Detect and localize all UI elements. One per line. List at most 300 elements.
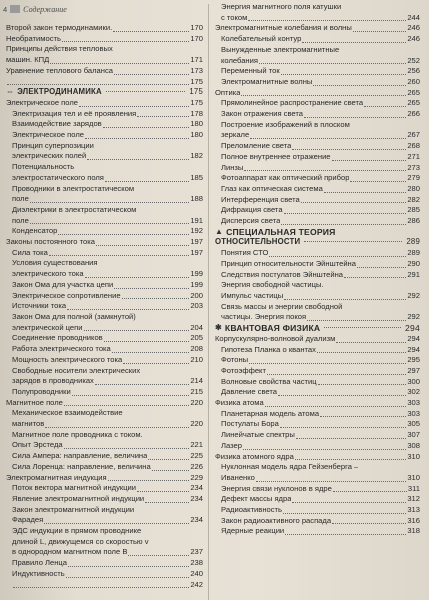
leader-dots — [265, 406, 407, 407]
page-ref: 279 — [407, 173, 420, 183]
page-ref: 191 — [190, 215, 203, 225]
leader-dots — [332, 160, 407, 161]
entry-title: Следствия постулатов Эйнштейна — [221, 269, 344, 279]
leader-dots — [103, 127, 190, 128]
toc-entry[interactable] — [215, 473, 420, 484]
leader-dots — [302, 42, 406, 43]
page-ref: 318 — [407, 526, 420, 536]
toc-entry[interactable] — [215, 13, 420, 24]
entry-title: Преломление света — [221, 141, 292, 151]
page-ref: 204 — [190, 322, 203, 332]
leader-dots — [241, 95, 406, 96]
entry-title: Постулаты Бора — [221, 419, 279, 429]
entry-title: Нуклонная модель ядра Гейзенберга – — [221, 462, 359, 472]
entry-title: Электромагнитная индукция — [6, 472, 107, 482]
page-ref: 285 — [407, 205, 420, 215]
page-ref: 316 — [407, 515, 420, 525]
toc-entry[interactable] — [215, 88, 420, 99]
leader-dots — [324, 192, 406, 193]
entry-title: Закон электромагнитной индукции — [12, 504, 135, 514]
entry-title: Сила тока — [12, 247, 48, 257]
leader-dots — [62, 41, 189, 42]
leader-dots — [84, 330, 190, 331]
leader-dots — [333, 491, 407, 492]
page-ref: 260 — [407, 76, 420, 86]
toc-entry[interactable] — [6, 130, 203, 141]
entry-title: Электрическое поле — [6, 97, 78, 107]
toc-entry-line[interactable] — [6, 366, 203, 377]
page-ref: 302 — [407, 387, 420, 397]
entry-title: Дефект массы ядра — [221, 494, 292, 504]
toc-entry[interactable] — [6, 119, 203, 130]
leader-dots — [67, 309, 189, 310]
entry-title: магнитов — [12, 419, 45, 429]
page-ref: 310 — [407, 451, 420, 461]
entry-title: Опыт Эрстеда — [12, 440, 63, 450]
leader-dots — [13, 587, 189, 588]
entry-title: Закон радиоактивного распада — [221, 515, 332, 525]
toc-entry[interactable] — [215, 98, 420, 109]
entry-title: Конденсатор — [12, 226, 58, 236]
page-ref: 256 — [407, 66, 420, 76]
toc-entry[interactable] — [215, 184, 420, 195]
page-ref: 267 — [407, 130, 420, 140]
toc-entry[interactable] — [6, 387, 203, 398]
leader-dots — [85, 277, 190, 278]
toc-entry[interactable] — [215, 141, 420, 152]
page-ref: 295 — [407, 355, 420, 365]
entry-title: Сила Ампера: направление, величина — [12, 451, 148, 461]
page-ref: 305 — [407, 419, 420, 429]
toc-entry-line[interactable] — [215, 302, 420, 313]
page-ref: 246 — [407, 34, 420, 44]
entry-title: Полное внутреннее отражение — [221, 151, 331, 161]
section-title: ЭЛЕКТРОДИНАМИКА — [17, 87, 102, 97]
section-title: ОТНОСИТЕЛЬНОСТИ — [215, 237, 301, 247]
page-ref: 300 — [407, 376, 420, 386]
toc-entry-line[interactable] — [6, 537, 203, 548]
page-ref: 192 — [190, 226, 203, 236]
toc-entry[interactable] — [6, 173, 203, 184]
toc-entry[interactable] — [215, 409, 420, 420]
page-ref: 225 — [190, 451, 203, 461]
toc-entry[interactable] — [6, 344, 203, 355]
page-ref: 188 — [190, 194, 203, 204]
entry-title: с током — [221, 12, 248, 22]
toc-entry-line[interactable] — [6, 526, 203, 537]
toc-entry-line[interactable] — [6, 44, 203, 55]
leader-dots — [353, 31, 406, 32]
page-ref: 271 — [407, 151, 420, 161]
leader-dots — [296, 438, 406, 439]
toc-entry[interactable] — [6, 98, 203, 109]
leader-dots — [106, 91, 186, 92]
entry-title: Проводники в электростатическом — [12, 183, 135, 193]
leader-dots — [332, 523, 406, 524]
leader-dots — [104, 341, 190, 342]
toc-entry[interactable] — [215, 291, 420, 302]
entry-title: Правило Ленца — [12, 558, 68, 568]
entry-title: Индуктивность — [12, 568, 65, 578]
leader-dots — [50, 63, 189, 64]
leader-dots — [281, 224, 406, 225]
toc-entry[interactable] — [6, 473, 203, 484]
entry-title: Построение изображений в плоском — [221, 119, 350, 129]
section-title: КВАНТОВАЯ ФИЗИКА — [224, 323, 321, 334]
leader-dots — [128, 555, 189, 556]
entry-title: Гипотеза Планка о квантах — [221, 344, 316, 354]
page-ref: 266 — [407, 109, 420, 119]
page-title: Содержание — [23, 4, 67, 14]
toc-entry[interactable] — [6, 194, 203, 205]
leader-dots — [256, 481, 406, 482]
toc-right-column — [215, 2, 420, 598]
toc-entry[interactable] — [215, 56, 420, 67]
page-ref: 289 — [406, 237, 420, 247]
page-ref: 312 — [407, 494, 420, 504]
page-ref: 200 — [190, 290, 203, 300]
page-ref: 234 — [190, 515, 203, 525]
entry-title: Давление света — [221, 387, 277, 397]
toc-entry[interactable] — [215, 195, 420, 206]
toc-entry[interactable] — [6, 558, 203, 569]
page-ref: 220 — [190, 419, 203, 429]
entry-title: Дифракция света — [221, 205, 283, 215]
page-ref: 294 — [405, 323, 420, 334]
leader-dots — [307, 320, 406, 321]
leader-dots — [249, 363, 406, 364]
toc-entry[interactable] — [215, 441, 420, 452]
entry-title: Принцип относительности Эйнштейна — [221, 258, 356, 268]
toc-entry[interactable] — [6, 248, 203, 259]
leader-dots — [336, 342, 406, 343]
page-ref: 203 — [190, 301, 203, 311]
leader-dots — [344, 277, 406, 278]
entry-title: Соединение проводников — [12, 333, 103, 343]
entry-title: Физика атомного ядра — [215, 451, 294, 461]
toc-entry[interactable] — [215, 377, 420, 388]
toc-entry[interactable] — [215, 430, 420, 441]
leader-dots — [301, 202, 407, 203]
leader-dots — [267, 374, 406, 375]
page-ref: 182 — [190, 151, 203, 161]
entry-title: Сила Лоренца: направление, величина — [12, 461, 151, 471]
toc-entry-line[interactable] — [215, 462, 420, 473]
page-ref: 273 — [407, 162, 420, 172]
toc-entry-line[interactable] — [215, 45, 420, 56]
toc-section-heading[interactable] — [6, 87, 203, 98]
toc-entry-line[interactable] — [6, 141, 203, 152]
toc-entry[interactable] — [6, 280, 203, 291]
leader-dots — [72, 395, 190, 396]
toc-entry-line[interactable] — [6, 408, 203, 419]
toc-entry[interactable] — [215, 366, 420, 377]
toc-entry[interactable] — [6, 547, 203, 558]
toc-entry-line[interactable] — [215, 2, 420, 13]
entry-title: Планетарная модель атома — [221, 408, 320, 418]
leader-dots — [145, 502, 189, 503]
toc-entry[interactable] — [6, 569, 203, 580]
leader-dots — [281, 74, 407, 75]
page-ref: 170 — [190, 33, 203, 43]
entry-title: зарядов в проводниках — [12, 376, 94, 386]
entry-title: Волновые свойства частиц — [221, 376, 317, 386]
toc-entry[interactable] — [215, 77, 420, 88]
entry-title: Мощность электрического тока — [12, 354, 123, 364]
page-ref: 175 — [190, 76, 203, 86]
toc-entry[interactable] — [215, 334, 420, 345]
toc-entry[interactable] — [215, 34, 420, 45]
entry-title: Взаимодействие зарядов — [12, 119, 102, 129]
toc-entry[interactable] — [215, 387, 420, 398]
page-ref: 242 — [190, 579, 203, 589]
page-ref: 175 — [189, 87, 203, 97]
entry-title: Вынужденные электромагнитные — [221, 44, 340, 54]
toc-entry[interactable] — [215, 484, 420, 495]
toc-entry[interactable] — [215, 270, 420, 281]
toc-entry[interactable] — [215, 345, 420, 356]
leader-dots — [108, 480, 190, 481]
page-ref: 197 — [190, 237, 203, 247]
page-ref: 229 — [190, 472, 203, 482]
entry-title: Работа электрического тока — [12, 344, 111, 354]
toc-entry[interactable] — [6, 451, 203, 462]
page-ref: 238 — [190, 558, 203, 568]
entry-title: Фарадея — [12, 515, 44, 525]
entry-title: Интерференция света — [221, 194, 300, 204]
entry-title: Принципы действия тепловых — [6, 44, 113, 54]
entry-title: Прямолинейное распространение света — [221, 98, 364, 108]
entry-title: Колебательный контур — [221, 34, 302, 44]
page-ref: 268 — [407, 141, 420, 151]
toc-entry[interactable] — [6, 419, 203, 430]
toc-entry[interactable] — [6, 440, 203, 451]
toc-entry[interactable] — [6, 483, 203, 494]
toc-entry[interactable] — [6, 23, 203, 34]
toc-entry[interactable] — [215, 398, 420, 409]
entry-title: длиной L, движущемся со скоростью v — [12, 536, 149, 546]
entry-title: Необратимость — [6, 33, 61, 43]
toc-entry-line[interactable] — [6, 162, 203, 173]
entry-title: Второй закон термодинамики. — [6, 23, 113, 32]
toc-entry[interactable] — [215, 516, 420, 527]
page-ref: 286 — [407, 216, 420, 226]
toc-entry[interactable] — [215, 130, 420, 141]
toc-entry-line[interactable] — [6, 258, 203, 269]
toc-entry[interactable] — [6, 462, 203, 473]
toc-entry[interactable] — [215, 419, 420, 430]
entry-title: Дисперсия света — [221, 216, 281, 226]
page-ref: 234 — [190, 483, 203, 493]
page-ref: 307 — [407, 430, 420, 440]
leader-dots — [280, 427, 406, 428]
toc-section-heading[interactable] — [215, 227, 420, 238]
entry-title: Закон Ома для участка цепи — [12, 279, 114, 289]
page-ref: 171 — [190, 55, 203, 65]
toc-entry[interactable] — [215, 312, 420, 323]
entry-title: Закон отражения света — [221, 109, 304, 119]
leader-dots — [278, 395, 406, 396]
toc-entry[interactable] — [215, 494, 420, 505]
toc-entry-line[interactable] — [6, 505, 203, 516]
toc-section-heading[interactable] — [215, 237, 420, 248]
toc-entry[interactable] — [6, 151, 203, 162]
leader-dots — [87, 159, 189, 160]
leader-dots — [295, 459, 407, 460]
entry-title: машин. КПД — [6, 55, 50, 65]
leader-dots — [284, 299, 406, 300]
entry-title: электрических полей — [12, 151, 87, 161]
page-ref: 185 — [190, 172, 203, 182]
toc-entry-line[interactable] — [6, 184, 203, 195]
toc-entry[interactable] — [215, 109, 420, 120]
leader-dots — [30, 223, 190, 224]
leader-dots — [137, 116, 189, 117]
leader-dots — [284, 213, 407, 214]
entry-title: частицы. Энергия покоя — [221, 312, 307, 322]
page-ref: 215 — [190, 386, 203, 396]
page-ref: 252 — [407, 55, 420, 65]
toc-entry[interactable] — [6, 216, 203, 227]
toc-entry[interactable] — [6, 301, 203, 312]
page-ref: 214 — [190, 376, 203, 386]
entry-title: Глаз как оптическая система — [221, 183, 323, 193]
section-title: СПЕЦИАЛЬНАЯ ТЕОРИЯ — [226, 226, 336, 237]
leader-dots — [96, 245, 189, 246]
page-ref: 178 — [190, 108, 203, 118]
leader-dots — [350, 181, 406, 182]
toc-entry[interactable] — [215, 66, 420, 77]
leader-dots — [95, 384, 189, 385]
page-number: 4 — [3, 4, 8, 14]
toc-entry[interactable] — [215, 452, 420, 463]
toc-entry-line[interactable] — [215, 120, 420, 131]
page-ref: 310 — [407, 472, 420, 482]
entry-title: Источники тока — [12, 301, 67, 311]
leader-dots — [243, 449, 406, 450]
page-ref: 291 — [407, 269, 420, 279]
leader-dots — [285, 534, 406, 535]
entry-title: зеркале — [221, 130, 250, 140]
toc-entry[interactable] — [6, 376, 203, 387]
toc-left-column — [6, 23, 203, 598]
toc-entry[interactable] — [6, 34, 203, 45]
leader-dots — [304, 241, 402, 242]
toc-entry[interactable] — [215, 505, 420, 516]
toc-entry[interactable] — [6, 237, 203, 248]
toc-entry[interactable] — [6, 226, 203, 237]
toc-entry[interactable] — [6, 77, 203, 88]
page-ref: 205 — [190, 333, 203, 343]
page-ref: 170 — [190, 23, 203, 32]
entry-title: электростатического поля — [12, 172, 104, 182]
page-ref: 313 — [407, 505, 420, 515]
page-ref: 234 — [190, 493, 203, 503]
toc-entry-line[interactable] — [6, 205, 203, 216]
entry-title: Фотоны — [221, 355, 249, 365]
arrow-icon: ⇔ — [6, 87, 15, 97]
toc-entry[interactable] — [6, 109, 203, 120]
toc-entry[interactable] — [6, 55, 203, 66]
toc-entry[interactable] — [6, 323, 203, 334]
toc-entry[interactable] — [6, 580, 203, 591]
toc-entry[interactable] — [215, 173, 420, 184]
page-ref: 180 — [190, 119, 203, 129]
toc-entry[interactable] — [6, 398, 203, 409]
toc-entry[interactable] — [215, 216, 420, 227]
toc-entry[interactable] — [6, 355, 203, 366]
toc-section-heading[interactable] — [215, 323, 420, 334]
leader-dots — [313, 85, 406, 86]
toc-entry[interactable] — [215, 526, 420, 537]
entry-title: Энергия связи нуклонов в ядре — [221, 483, 332, 493]
toc-entry[interactable] — [6, 333, 203, 344]
entry-title: Механическое взаимодействие — [12, 408, 123, 418]
leader-dots — [324, 327, 401, 328]
toc-entry[interactable] — [215, 259, 420, 270]
leader-dots — [58, 234, 189, 235]
entry-title: Линзы — [221, 162, 244, 172]
toc-entry[interactable] — [215, 205, 420, 216]
entry-title: ЭДС индукции в прямом проводнике — [12, 526, 142, 536]
entry-title: Лазер — [221, 440, 242, 450]
entry-title: Ядерные реакции — [221, 526, 285, 536]
page-ref: 197 — [190, 247, 203, 257]
entry-title: Фотоаппарат как оптический прибор — [221, 173, 350, 183]
leader-dots — [292, 502, 406, 503]
leader-dots — [304, 117, 406, 118]
leader-dots — [66, 577, 190, 578]
entry-title: в однородном магнитном поле B — [12, 547, 128, 557]
leader-dots — [114, 74, 189, 75]
page-ref: 290 — [407, 258, 420, 268]
entry-title: Импульс частицы — [221, 290, 284, 300]
page-ref: 265 — [407, 87, 420, 97]
leader-dots — [79, 106, 189, 107]
entry-title: колебания — [221, 55, 258, 65]
leader-dots — [122, 298, 190, 299]
page-ref: 292 — [407, 312, 420, 322]
toc-entry[interactable] — [215, 163, 420, 174]
toc-entry[interactable] — [6, 515, 203, 526]
entry-title: Явление электромагнитной индукции — [12, 493, 145, 503]
toc-entry[interactable] — [6, 494, 203, 505]
leader-dots — [320, 416, 406, 417]
toc-entry-line[interactable] — [6, 430, 203, 441]
leader-dots — [250, 138, 406, 139]
toc-entry[interactable] — [6, 291, 203, 302]
toc-entry[interactable] — [6, 269, 203, 280]
entry-title: Законы постоянного тока — [6, 237, 95, 247]
toc-entry-line[interactable] — [215, 280, 420, 291]
toc-entry[interactable] — [215, 248, 420, 259]
toc-entry[interactable] — [215, 355, 420, 366]
leader-dots — [105, 181, 189, 182]
toc-entry[interactable] — [215, 23, 420, 34]
entry-title: Условия существования — [12, 258, 98, 268]
page-ref: 208 — [190, 344, 203, 354]
page-ref: 289 — [407, 248, 420, 258]
toc-entry-line[interactable] — [6, 312, 203, 323]
entry-title: поле — [12, 194, 29, 204]
page-ref: 240 — [190, 568, 203, 578]
toc-entry[interactable] — [6, 66, 203, 77]
page-ref: 220 — [190, 397, 203, 407]
toc-entry[interactable] — [215, 152, 420, 163]
entry-title: Электромагнитные волны — [221, 76, 313, 86]
entry-title: Линейчатые спектры — [221, 430, 295, 440]
entry-title: Иваненко — [221, 472, 255, 482]
